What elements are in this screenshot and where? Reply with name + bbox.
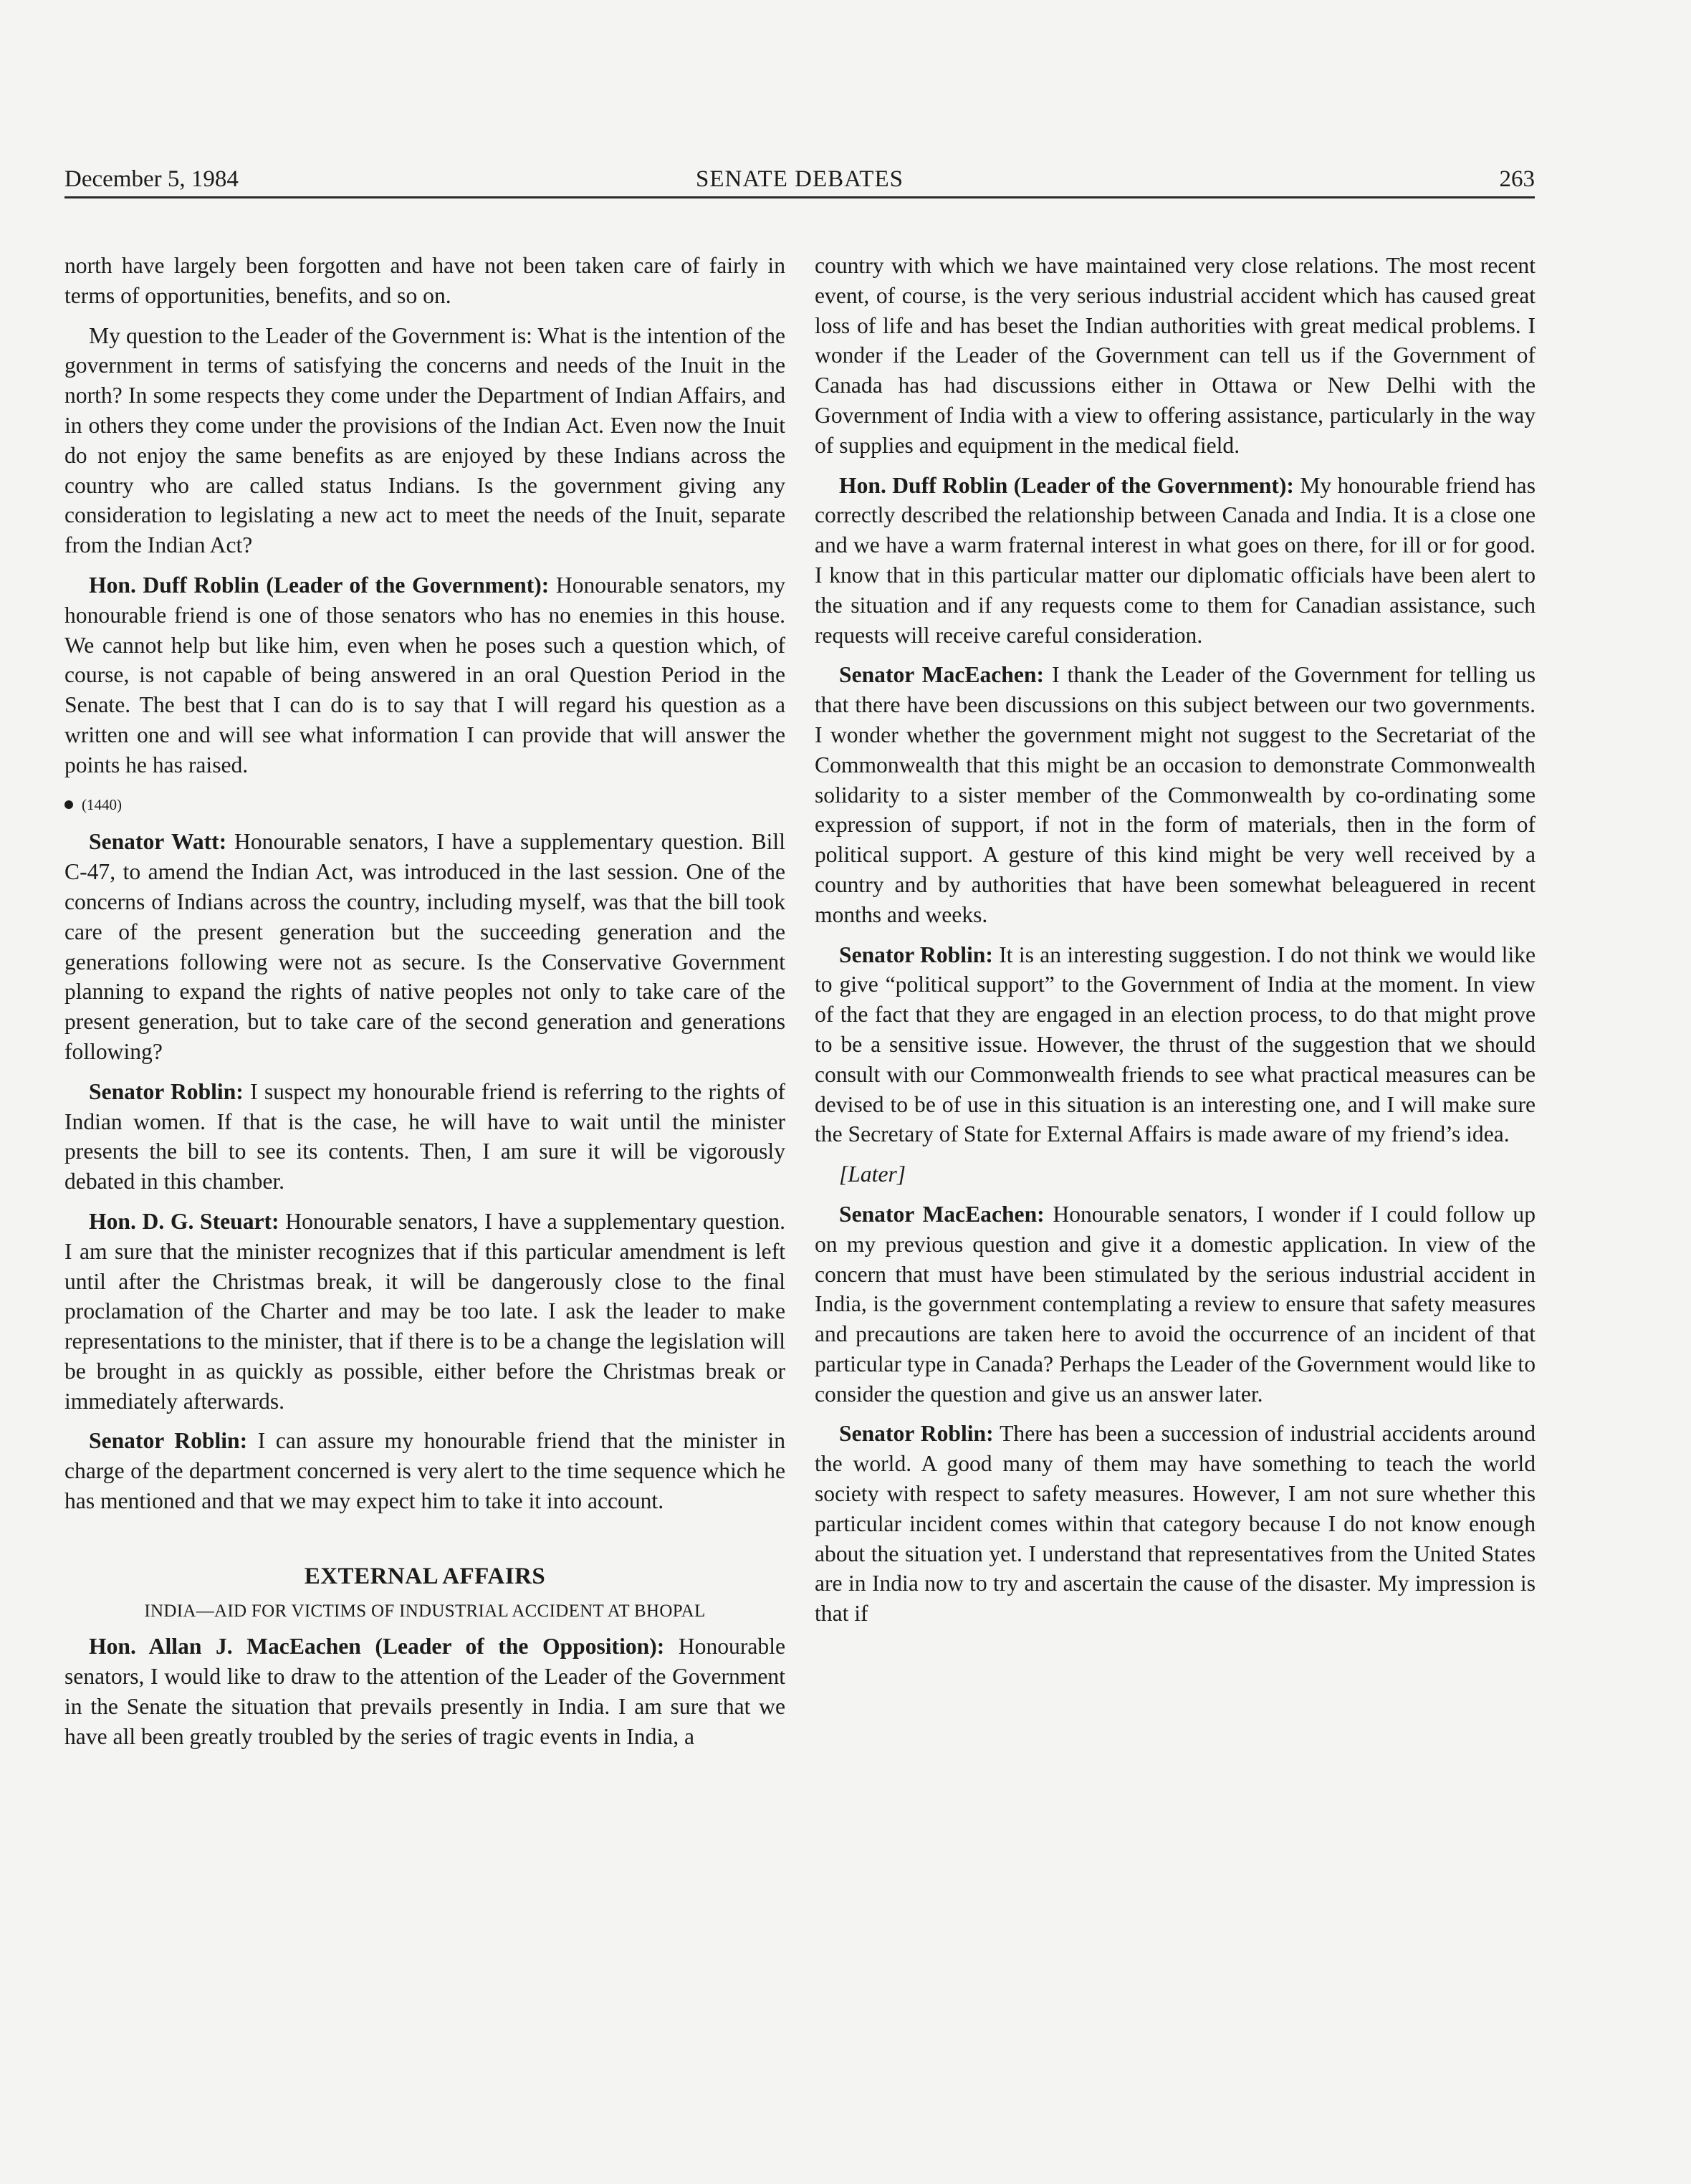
speaker-name: Hon. Duff Roblin (Leader of the Government): (89, 572, 550, 598)
speaker-name: Senator Roblin: (839, 1421, 994, 1447)
paragraph (815, 660, 1536, 929)
speech-text: My honourable friend has correctly described the relationship between Canada and India. It is a close one and we have a warm fraternal interest in what goes on there, for ill or for good. I know that in this particular matter our diplomatic officials have been alert to the situation and if any requests come to them for Canadian assistance, such requests will receive careful consideration. (815, 472, 1536, 648)
speech-text: I can assure my honourable friend that the minister in charge of the department concerned is very alert to the time sequence which he has mentioned and that we may expect him to take it into account. (64, 1428, 785, 1514)
speaker-name: Senator Watt: (89, 829, 227, 855)
speaker-name: Senator Roblin: (89, 1078, 244, 1104)
paragraph (64, 827, 785, 1066)
speech-text: There has been a succession of industrial accidents around the world. A good many of them may have something to teach the world society with respect to safety measures. However, I am not sure whether this particular incident comes within that category because I do not know enough about the situation yet. I understand that representatives from the United States are in India now to try and ascertain the cause of the disaster. My impression is that if (815, 1421, 1536, 1627)
right-column (815, 251, 1536, 1639)
speech-text: It is an interesting suggestion. I do not think we would like to give “political support” to the Government of India at the moment. In view of the fact that they are engaged in an election process, to do that might prove to be a sensitive issue. However, the thrust of the suggestion that we should consult with our Commonwealth friends to see what practical measures can be devised to be of use in this situation is an interesting one, and I will make sure the Secretary of State for External Affairs is made aware of my friend’s idea. (815, 942, 1536, 1147)
paragraph: north have largely been forgotten and have not been taken care of fairly in terms of opportunities, benefits, and so on. (64, 253, 785, 308)
section-heading: EXTERNAL AFFAIRS (304, 1563, 546, 1589)
speech-text: Honourable senators, I have a supplementary question. I am sure that the minister recognizes that if this particular amendment is left until after the Christmas break, it will be dangerously close to the final proclamation of the Charter and may be too late. I ask the leader to make representations to the minister, that if there is to be a change the legislation will be brought in as quickly as possible, either before the Christmas break or immediately afterwards. (64, 1208, 785, 1414)
paragraph (64, 1426, 785, 1515)
bullet-icon (64, 800, 73, 809)
speech-text: Honourable senators, my honourable friend is one of those senators who has no enemies in this house. We cannot help but like him, even when he poses such a question which, of course, is not capable of being answered in an oral Question Period in the Senate. The best that I can do is to say that I will regard his question as a written one and will see what information I can provide that will answer the points he has raised. (64, 572, 785, 777)
speaker-name: Hon. Allan J. MacEachen (Leader of the Opposition): (89, 1634, 665, 1659)
sub-heading: INDIA—AID FOR VICTIMS OF INDUSTRIAL ACCIDENT AT BHOPAL (144, 1601, 706, 1621)
speech-text: I suspect my honourable friend is referring to the rights of Indian women. If that is the case, he will have to wait until the minister presents the bill to see its contents. Then, I am sure it will be vigorously debated in this chamber. (64, 1078, 785, 1194)
page-header (64, 165, 1535, 198)
paragraph (815, 1199, 1536, 1409)
speaker-name: Senator MacEachen: (839, 662, 1044, 688)
speech-text: Honourable senators, I would like to draw to the attention of the Leader of the Government in the Senate the situation that prevails presently in India. I am sure that we have all been greatly troubled by the series of tragic events in India, a (64, 1634, 785, 1749)
speaker-name: Hon. D. G. Steuart: (89, 1208, 279, 1234)
paragraph (815, 1419, 1536, 1629)
paragraph (64, 1632, 785, 1751)
paragraph (64, 1207, 785, 1417)
speech-text: Honourable senators, I wonder if I could follow up on my previous question and give it a domestic application. In view of the concern that must have been stimulated by the serious industrial accident in India, is the government contemplating a review to ensure that safety measures and precautions are taken here to avoid the occurrence of an incident of that particular type in Canada? Perhaps the Leader of the Government would like to consider the question and give us an answer later. (815, 1201, 1536, 1407)
page-number: 263 (1499, 166, 1535, 192)
header-date: December 5, 1984 (64, 166, 239, 192)
paragraph (815, 471, 1536, 651)
header-title: SENATE DEBATES (696, 166, 904, 192)
speech-text: Honourable senators, I have a supplementary question. Bill C-47, to amend the Indian Act, was introduced in the last session. One of the concerns of Indians across the country, including myself, was that the bill took care of the present generation but the succeeding generation and the generations following were not as secure. Is the Conservative Government planning to expand the rights of native peoples not only to take care of the present generation, but to take care of the second generation and generations following? (64, 829, 785, 1064)
paragraph (64, 1077, 785, 1197)
speaker-name: Senator MacEachen: (839, 1201, 1045, 1227)
paragraph: country with which we have maintained very close relations. The most recent event, of course, is the very serious industrial accident which has caused great loss of life and has beset the Indian authorities with great medical problems. I wonder if the Leader of the Government can tell us if the Government of Canada has had discussions either in Ottawa or New Delhi with the Government of India with a view to offering assistance, particularly in the way of supplies and equipment in the medical field. (815, 253, 1536, 458)
paragraph: My question to the Leader of the Government is: What is the intention of the government in terms of satisfying the concerns and needs of the Inuit in the north? In some respects they come under the Department of Indian Affairs, and in others they come under the provisions of the Indian Act. Even now the Inuit do not enjoy the same benefits as are enjoyed by these Indians across the country who are called status Indians. Is the government giving any consideration to legislating a new act to meet the needs of the Inuit, separate from the Indian Act? (64, 322, 785, 558)
left-column (64, 251, 785, 1762)
later-marker: [Later] (839, 1162, 906, 1187)
time-marker (64, 790, 785, 820)
speaker-name: Senator Roblin: (89, 1428, 248, 1454)
speech-text: I thank the Leader of the Government for telling us that there have been discussions on this subject between our two governments. I wonder whether the government might not suggest to the Secretariat of the Commonwealth that this might be an occasion to demonstrate Commonwealth solidarity to a sister member of the Commonwealth by co-ordinating some expression of support, if not in the form of materials, then in the form of political support. A gesture of this kind might be very well received by a country and by authorities that have been somewhat beleaguered in recent months and weeks. (815, 662, 1536, 927)
speaker-name: Hon. Duff Roblin (Leader of the Government): (839, 472, 1294, 498)
speaker-name: Senator Roblin: (839, 942, 993, 967)
paragraph (815, 940, 1536, 1150)
paragraph (64, 570, 785, 780)
time-marker-text: (1440) (82, 795, 122, 813)
